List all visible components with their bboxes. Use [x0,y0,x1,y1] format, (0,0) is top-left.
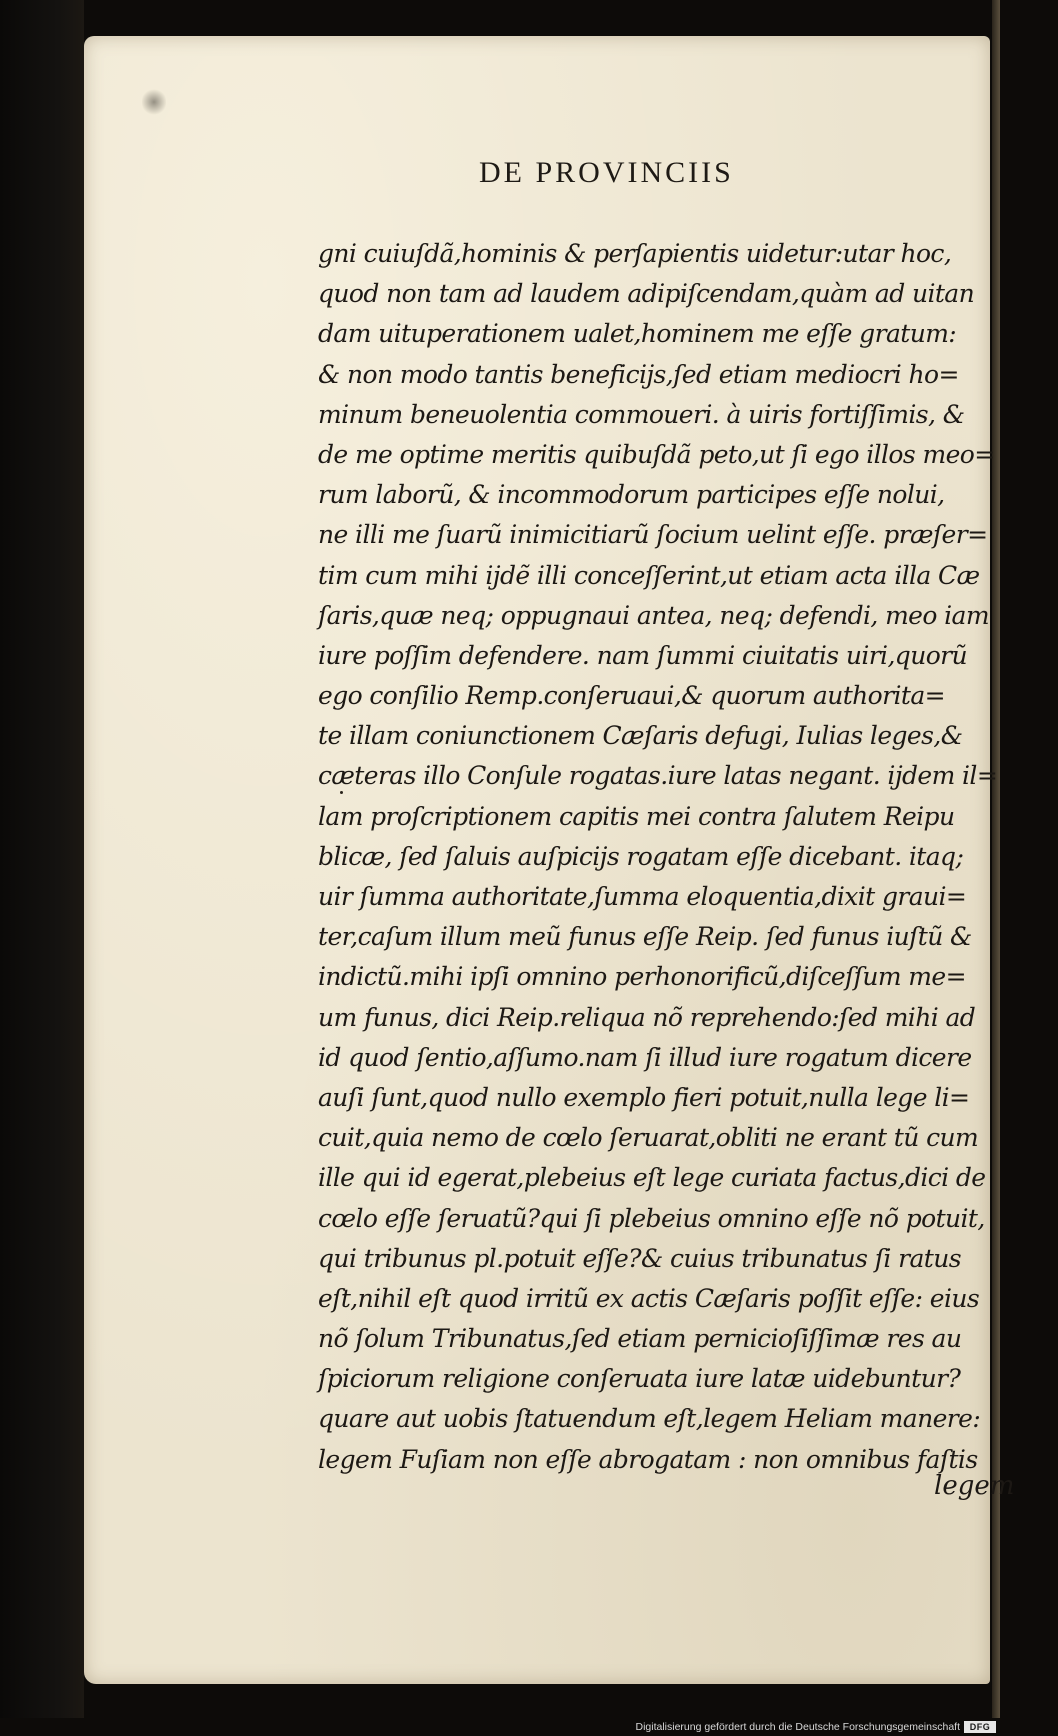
text-line: rum laborũ, & incommodorum participes eſſe nolui, [318,480,945,510]
text-line: quare aut uobis ſtatuendum eſt,legem Heliam manere: [318,1404,981,1434]
text-line: uir ſumma authoritate,ſumma eloquentia,dixit graui= [318,882,967,911]
running-head: DE PROVINCIIS [479,156,734,189]
scan-background-left [0,0,84,1736]
text-line: tim cum mihi ijdẽ illi conceſſerint,ut etiam acta illa Cæ [318,560,980,590]
text-line: eſt,nihil eſt quod irritũ ex actis Cæſaris poſſit eſſe: eius [318,1283,980,1313]
text-line: ego conſilio Remp.conſeruaui,& quorum authorita= [318,681,945,711]
text-line: gni cuiuſdã,hominis & perſapientis uidetur:utar hoc, [318,239,952,268]
text-block [318,234,1058,1480]
catchword: legem [934,1471,1015,1501]
page-stain [142,88,166,116]
text-line: cæteras illo Conſule rogatas.iure latas negant. ijdem il= [318,761,998,791]
text-line: indictũ.mihi ipſi omnino perhonorificũ,diſceſſum me= [318,962,966,992]
text-line: lam proſcriptionem capitis mei contra ſalutem Reipu [318,801,955,831]
text-line: ſaris,quæ neq; oppugnaui antea, neq; defendi, meo iam [318,600,989,630]
text-line: cœlo eſſe ſeruatũ?qui ſi plebeius omnino eſſe nõ potuit, [318,1203,985,1233]
dfg-logo: DFG [964,1721,996,1733]
footer-credit: Digitalisierung gefördert durch die Deutsche Forschungsgemeinschaft [635,1721,960,1733]
footer-bar [0,1718,1000,1736]
text-line: quod non tam ad laudem adipiſcendam,quàm ad uitan [318,279,975,309]
text-line: cuit,quia nemo de cœlo ſeruarat,obliti ne erant tũ cum [318,1123,979,1153]
text-line: ille qui id egerat,plebeius eſt lege curiata factus,dici de [318,1163,986,1193]
text-line: ter,caſum illum meũ funus eſſe Reip. ſed funus iuſtũ & [318,922,972,952]
text-line: te illam coniunctionem Cæſaris defugi, Iulias leges,& [318,721,963,751]
ink-speck [340,791,343,794]
text-line: blicæ, ſed ſaluis auſpicijs rogatam eſſe dicebant. itaq; [318,841,964,871]
text-line: & non modo tantis beneficijs,ſed etiam mediocri ho= [318,359,959,389]
text-line: id quod ſentio,aſſumo.nam ſi illud iure rogatum dicere [318,1042,972,1072]
text-line: ne illi me ſuarũ inimicitiarũ ſocium uelint eſſe. præſer= [318,520,988,550]
text-line: qui tribunus pl.potuit eſſe?& cuius tribunatus ſi ratus [318,1243,961,1273]
text-line: nõ ſolum Tribunatus,ſed etiam pernicioſiſſimæ res au [318,1324,962,1354]
book-page [84,36,1015,1684]
text-line: minum beneuolentia commoueri. à uiris fortiſſimis, & [318,399,965,429]
text-line: legem Fuſiam non eſſe abrogatam : non omnibus faſtis [318,1444,978,1474]
text-line: um funus, dici Reip.reliqua nõ reprehendo:ſed mihi ad [318,1002,976,1032]
text-line: de me optime meritis quibuſdã peto,ut ſi ego illos meo= [318,439,995,469]
text-line: iure poſſim defendere. nam ſummi ciuitatis uiri,quorũ [318,640,968,670]
text-line: dam uituperationem ualet,hominem me eſſe gratum: [318,319,957,349]
text-line: auſi ſunt,quod nullo exemplo fieri potuit,nulla lege li= [318,1082,970,1112]
text-line: ſpiciorum religione conſeruata iure latæ uidebuntur? [318,1364,961,1394]
